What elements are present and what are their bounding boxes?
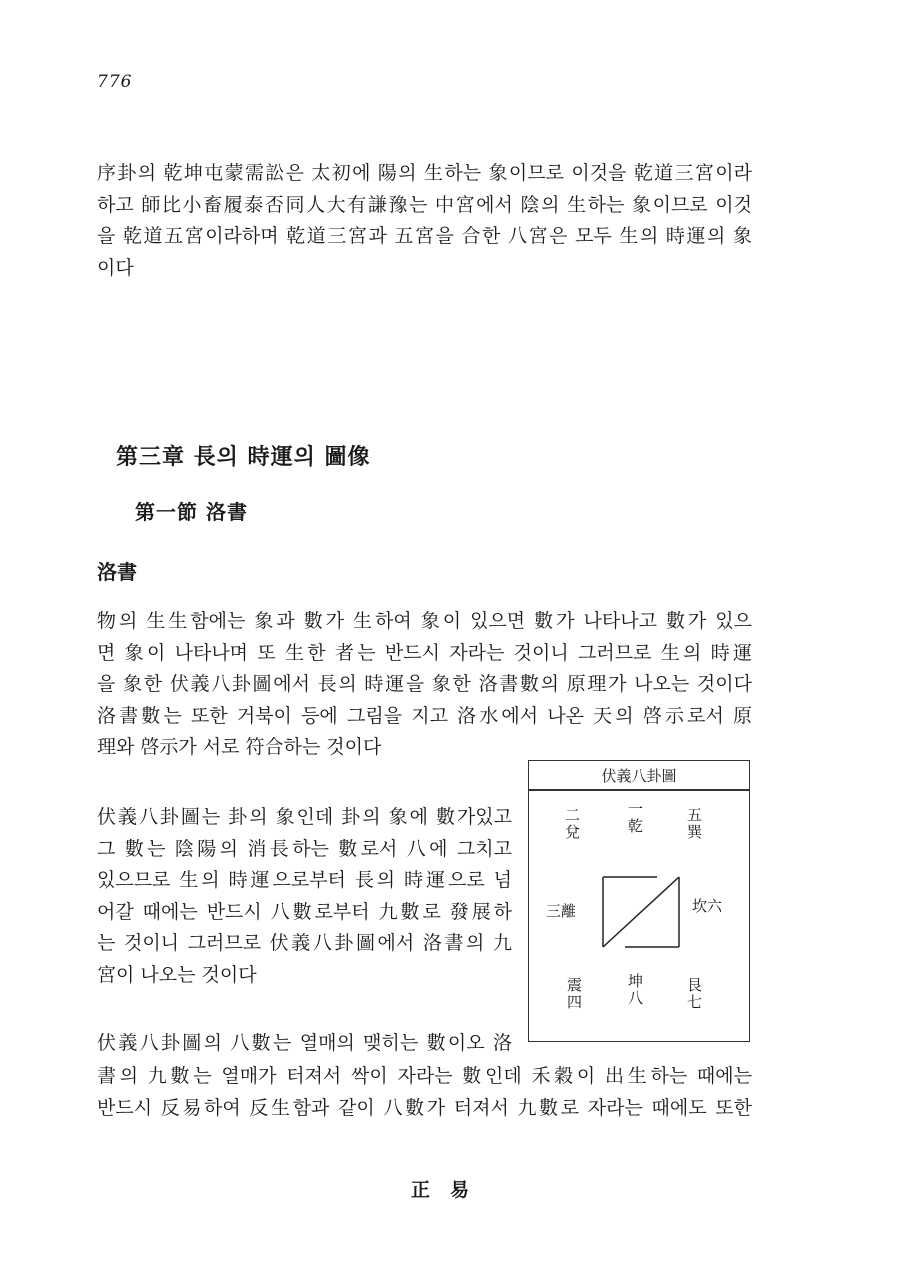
text-line: 洛書數는 또한 거북이 등에 그림을 지고 洛水에서 나온 天의 啓示로서 原: [97, 704, 752, 727]
trigram-number: 一: [628, 800, 644, 818]
page-number: 776: [97, 72, 133, 92]
trigram-li: 三離: [546, 902, 577, 920]
trigram-number: 八: [628, 989, 644, 1007]
text-line: 을 乾道五宮이라하며 乾道三宮과 五宮을 合한 八宮은 모두 生의 時運의 象: [97, 225, 752, 247]
footer-title: 正易: [410, 1179, 489, 1201]
paragraph-numbers: [97, 1061, 752, 1124]
figure-divider: [529, 789, 749, 791]
trigram-zhen: [567, 977, 582, 1011]
text-line: 는 것이니 그러므로 伏義八卦圖에서 洛書의 九: [97, 932, 512, 954]
paragraph-numbers-start: [97, 1028, 512, 1060]
text-line: 伏義八卦圖는 卦의 象인데 卦의 象에 數가있고: [97, 806, 512, 828]
trigram-xun: [687, 807, 702, 841]
square-diagonal-diagram: [599, 871, 689, 951]
trigram-dui: [565, 807, 580, 841]
trigram-number: 七: [687, 993, 703, 1011]
trigram-qian: [628, 801, 643, 835]
text-line: 을 象한 伏義八卦圖에서 長의 時運을 象한 洛書數의 原理가 나오는 것이다: [97, 673, 752, 695]
section-heading: 第一節 洛書: [135, 500, 248, 524]
text-line: 伏義八卦圖의 八數는 열매의 맺히는 數이오 洛: [97, 1032, 512, 1054]
text-line: 반드시 反易하여 反生함과 같이 八數가 터져서 九數로 자라는 때에도 또한: [97, 1096, 752, 1119]
trigram-kan: 坎六: [692, 897, 723, 915]
paragraph-bagua: [97, 802, 512, 991]
text-line: 物의 生生함에는 象과 數가 生하여 象이 있으면 數가 나타나고 數가 있으: [97, 610, 752, 632]
text-line: 하고 師比小畜履泰否同人大有謙豫는 中宮에서 陰의 生하는 象이므로 이것: [97, 193, 752, 216]
trigram-number: 二: [565, 806, 581, 824]
trigram-number: 四: [567, 993, 583, 1011]
text-line: 있으므로 生의 時運으로부터 長의 時運으로 넘: [97, 869, 512, 891]
text-line: 宮이 나오는 것이다: [97, 963, 257, 986]
chapter-heading: 第三章 長의 時運의 圖像: [116, 444, 371, 470]
trigram-name: 震: [567, 976, 583, 994]
trigram-gen: [687, 977, 702, 1011]
text-line: 이다: [97, 256, 134, 279]
subheading: 洛書: [97, 560, 137, 584]
trigram-name: 巽: [687, 823, 703, 841]
text-line: 그 數는 陰陽의 消長하는 數로서 八에 그치고: [97, 837, 512, 860]
trigram-name: 坤: [628, 972, 644, 990]
trigram-kun: [628, 973, 643, 1007]
paragraph-intro: [97, 158, 752, 284]
trigram-name: 艮: [687, 976, 703, 994]
paragraph-luoshu: [97, 606, 752, 764]
figure-title: 伏義八卦圖: [601, 767, 677, 785]
bagua-figure: [528, 760, 750, 1042]
trigram-name: 兌: [565, 823, 581, 841]
text-line: 理와 啓示가 서로 符合하는 것이다: [97, 736, 382, 758]
trigram-number: 五: [687, 806, 703, 824]
text-line: 면 象이 나타나며 또 生한 者는 반드시 자라는 것이니 그러므로 生의 時運: [97, 641, 752, 664]
text-line: 書의 九數는 열매가 터져서 싹이 자라는 數인데 禾穀이 出生하는 때에는: [97, 1065, 752, 1087]
text-line: 序卦의 乾坤屯蒙需訟은 太初에 陽의 生하는 象이므로 이것을 乾道三宮이라: [97, 162, 752, 184]
text-line: 어갈 때에는 반드시 八數로부터 九數로 發展하: [97, 900, 512, 923]
trigram-name: 乾: [628, 817, 644, 835]
